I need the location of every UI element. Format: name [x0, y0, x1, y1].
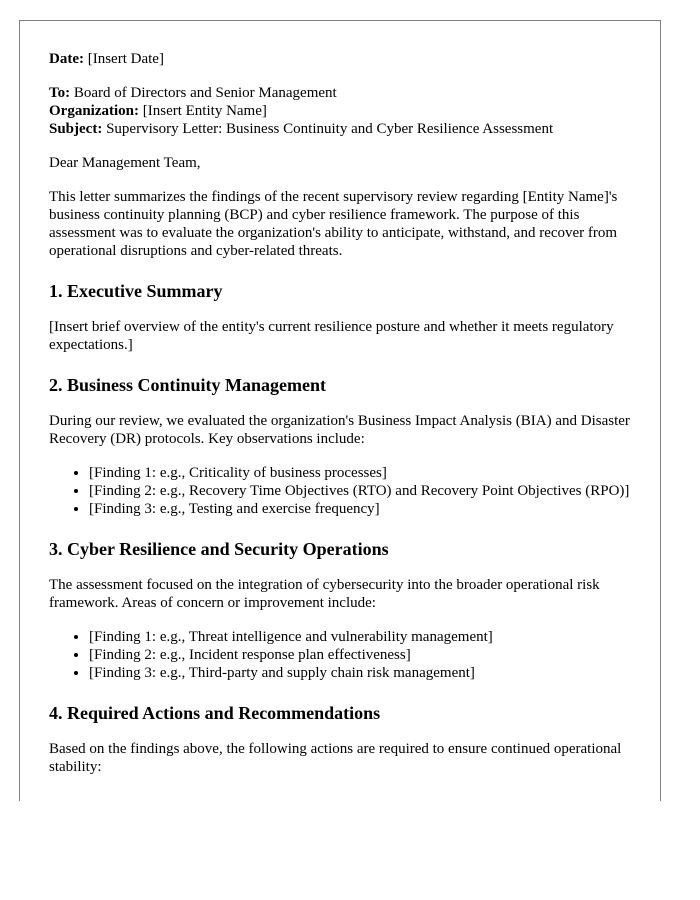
subject-label: Subject:	[49, 121, 103, 137]
salutation: Dear Management Team,	[49, 155, 201, 171]
to-label: To:	[49, 85, 71, 101]
intro-paragraph: This letter summarizes the findings of the recent supervisory review regarding [Entity Name]'s business continuity planning (BCP) and cyber resilience framework. The purpose of this assessment was to evaluate the organization's ability to anticipate, withstand, and recover from operational disruptions and cyber-related threats.	[49, 189, 618, 259]
date-line	[49, 50, 639, 68]
letter-page	[19, 20, 661, 801]
subject-line	[49, 120, 639, 138]
section-heading-executive-summary: 1. Executive Summary	[49, 281, 223, 301]
subject-value: Supervisory Letter: Business Continuity and Cyber Resilience Assessment	[106, 121, 554, 137]
list-item: • [Finding 1: e.g., Criticality of business processes]	[89, 464, 639, 482]
date-value: [Insert Date]	[87, 51, 164, 67]
section-text-required-actions: Based on the findings above, the following actions are required to ensure continued operational stability:	[49, 741, 622, 775]
organization-line	[49, 102, 639, 120]
section-heading-required-actions: 4. Required Actions and Recommendations	[49, 703, 381, 723]
list-item: • [Finding 2: e.g., Recovery Time Objectives (RTO) and Recovery Point Objectives (RPO)]	[89, 482, 639, 500]
list-item: • [Finding 1: e.g., Threat intelligence and vulnerability management]	[89, 628, 639, 646]
to-value: Board of Directors and Senior Management	[73, 85, 337, 101]
section-text-executive-summary: [Insert brief overview of the entity's current resilience posture and whether it meets regulatory expectations.]	[49, 319, 614, 353]
to-line	[49, 84, 639, 102]
list-item: • [Finding 3: e.g., Testing and exercise frequency]	[89, 500, 639, 518]
section-heading-cyber-resilience: 3. Cyber Resilience and Security Operations	[49, 539, 389, 559]
cyber-resilience-findings-list	[49, 628, 639, 682]
letter-content	[49, 50, 639, 776]
section-text-cyber-resilience: The assessment focused on the integration of cybersecurity into the broader operational risk framework. Areas of concern or improvement include:	[49, 577, 600, 611]
organization-value: [Insert Entity Name]	[142, 103, 267, 119]
section-heading-business-continuity: 2. Business Continuity Management	[49, 375, 327, 395]
organization-label: Organization:	[49, 103, 139, 119]
section-text-business-continuity: During our review, we evaluated the organization's Business Impact Analysis (BIA) and Disaster Recovery (DR) protocols. Key observations include:	[49, 413, 630, 447]
list-item: • [Finding 2: e.g., Incident response plan effectiveness]	[89, 646, 639, 664]
date-label: Date:	[49, 51, 84, 67]
list-item: • [Finding 3: e.g., Third-party and supply chain risk management]	[89, 664, 639, 682]
business-continuity-findings-list	[49, 464, 639, 518]
